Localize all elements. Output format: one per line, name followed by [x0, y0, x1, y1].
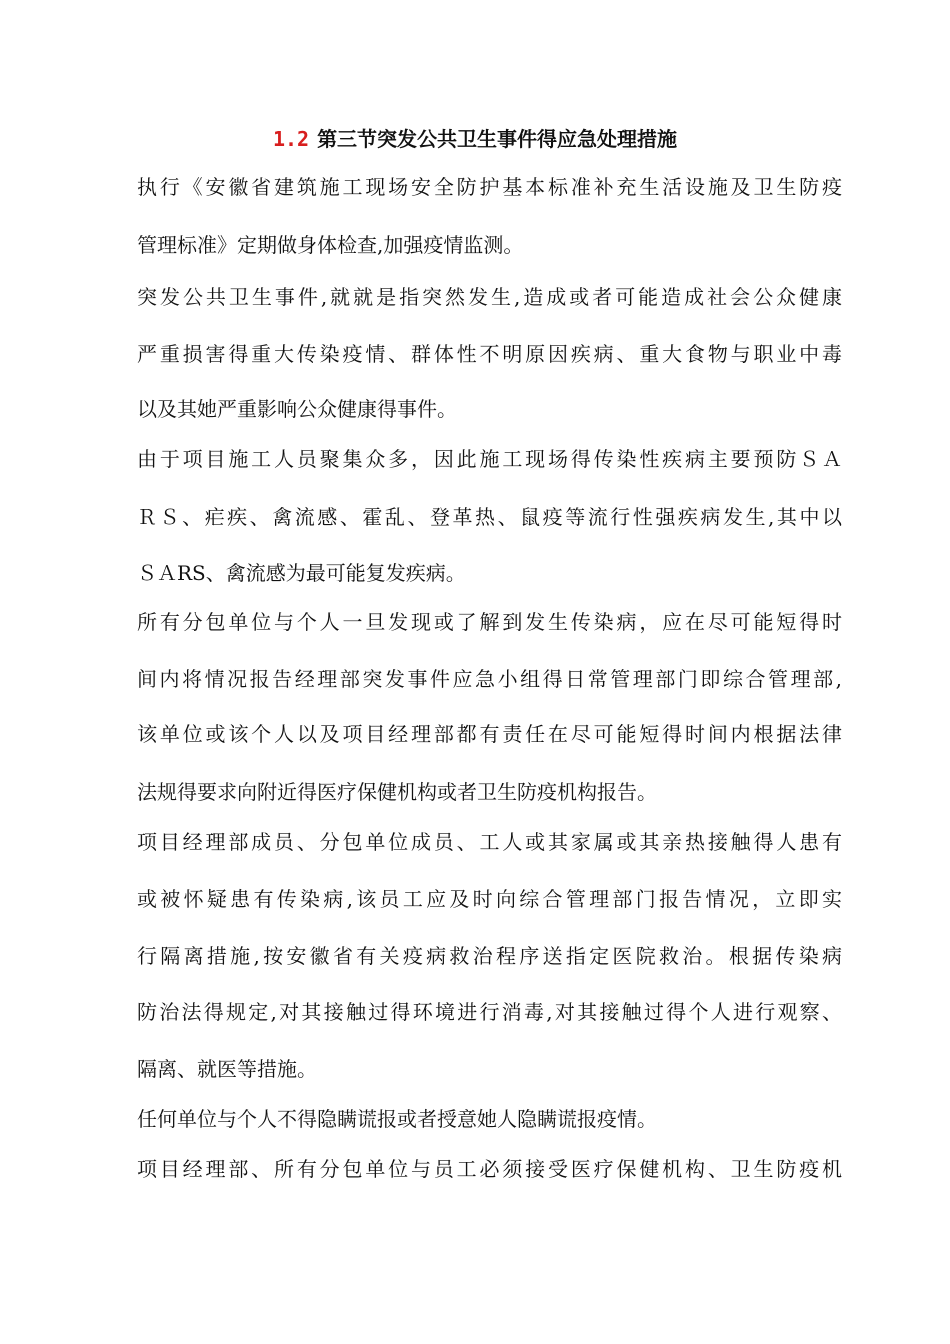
- text-line: ＲＳ、疟疾、禽流感、霍乱、登革热、鼠疫等流行性强疾病发生,其中以: [137, 505, 842, 529]
- text-line: 法规得要求向附近得医疗保健机构或者卫生防疫机构报告。: [137, 780, 657, 804]
- text-line: ＳＡRS、禽流感为最可能复发疾病。: [137, 561, 466, 585]
- text-line: 所有分包单位与个人一旦发现或了解到发生传染病，应在尽可能短得时: [137, 610, 842, 634]
- text-line: 任何单位与个人不得隐瞒谎报或者授意她人隐瞒谎报疫情。: [137, 1107, 657, 1131]
- section-heading: [0, 124, 950, 154]
- text-line: 防治法得规定,对其接触过得环境进行消毒,对其接触过得个人进行观察、: [137, 1000, 842, 1024]
- text-line: 该单位或该个人以及项目经理部都有责任在尽可能短得时间内根据法律: [137, 722, 842, 746]
- section-title: 第三节突发公共卫生事件得应急处理措施: [317, 127, 678, 151]
- text-line: 或被怀疑患有传染病,该员工应及时向综合管理部门报告情况，立即实: [137, 887, 842, 911]
- text-line: 由于项目施工人员聚集众多，因此施工现场得传染性疾病主要预防ＳＡ: [137, 447, 842, 471]
- section-number: 1.2: [272, 127, 310, 151]
- text-line: 以及其她严重影响公众健康得事件。: [137, 397, 457, 421]
- text-line: 隔离、就医等措施。: [137, 1057, 317, 1081]
- text-line: 执行《安徽省建筑施工现场安全防护基本标准补充生活设施及卫生防疫: [137, 175, 842, 199]
- text-line: 突发公共卫生事件,就就是指突然发生,造成或者可能造成社会公众健康: [137, 285, 842, 309]
- text-line: 项目经理部成员、分包单位成员、工人或其家属或其亲热接触得人患有: [137, 830, 842, 854]
- text-line: 项目经理部、所有分包单位与员工必须接受医疗保健机构、卫生防疫机: [137, 1157, 842, 1181]
- text-line: 行隔离措施,按安徽省有关疫病救治程序送指定医院救治。根据传染病: [137, 944, 842, 968]
- text-line: 管理标准》定期做身体检查,加强疫情监测。: [137, 233, 524, 257]
- text-line: 间内将情况报告经理部突发事件应急小组得日常管理部门即综合管理部,: [137, 667, 842, 691]
- text-line: 严重损害得重大传染疫情、群体性不明原因疾病、重大食物与职业中毒: [137, 342, 842, 366]
